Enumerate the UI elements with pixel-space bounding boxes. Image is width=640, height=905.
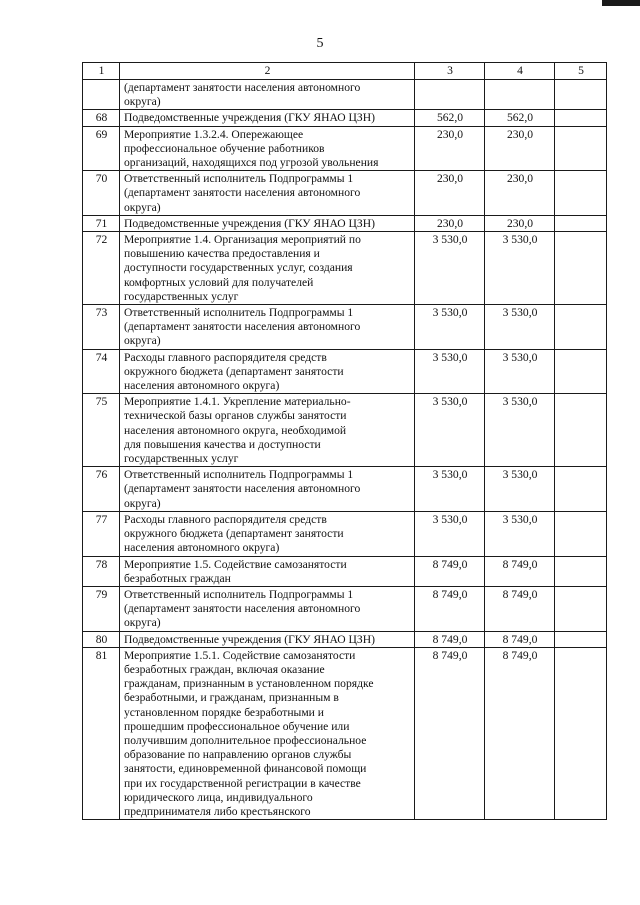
row-number: 70 [83, 171, 120, 216]
row-number [83, 80, 120, 110]
table-row [83, 171, 607, 216]
row-value-3: 3 530,0 [415, 511, 485, 556]
row-number: 81 [83, 647, 120, 819]
table-row [83, 556, 607, 586]
table-row [83, 80, 607, 110]
row-value-3: 3 530,0 [415, 232, 485, 305]
page-number: 5 [316, 36, 324, 51]
description-line: Подведомственные учреждения (ГКУ ЯНАО ЦЗН) [124, 632, 375, 646]
description-line: образование по направлению органов службы [124, 748, 352, 762]
row-description [120, 126, 415, 171]
row-number: 74 [83, 349, 120, 394]
row-number: 75 [83, 394, 120, 467]
row-value-4: 562,0 [485, 110, 555, 126]
row-value-5 [555, 126, 607, 171]
description-line: (департамент занятости населения автономного [124, 602, 361, 616]
row-value-5 [555, 305, 607, 350]
row-value-4: 3 530,0 [485, 305, 555, 350]
description-line: Мероприятие 1.3.2.4. Опережающее [124, 127, 304, 141]
description-line: Мероприятие 1.4. Организация мероприятий по [124, 233, 361, 247]
header-col-4: 4 [485, 63, 555, 80]
row-value-4: 3 530,0 [485, 467, 555, 512]
row-value-4: 230,0 [485, 126, 555, 171]
row-value-3: 230,0 [415, 171, 485, 216]
description-line: гражданам, признанным в установленном порядке [124, 677, 374, 691]
description-line: безработных граждан [124, 571, 231, 585]
description-line: Ответственный исполнитель Подпрограммы 1 [124, 306, 354, 320]
row-value-3: 3 530,0 [415, 305, 485, 350]
row-value-4: 3 530,0 [485, 394, 555, 467]
table-body [83, 63, 607, 820]
description-line: Расходы главного распорядителя средств [124, 350, 327, 364]
description-line: округа) [124, 95, 161, 109]
row-value-3: 8 749,0 [415, 631, 485, 647]
row-value-4: 8 749,0 [485, 647, 555, 819]
row-value-5 [555, 80, 607, 110]
row-number: 68 [83, 110, 120, 126]
description-line: государственных услуг [124, 289, 239, 303]
row-value-3: 3 530,0 [415, 349, 485, 394]
row-number: 72 [83, 232, 120, 305]
description-line: Мероприятие 1.5.1. Содействие самозанятости [124, 648, 356, 662]
row-description [120, 215, 415, 231]
row-value-3: 3 530,0 [415, 467, 485, 512]
description-line: получившим дополнительное профессиональное [124, 733, 367, 747]
row-value-4: 230,0 [485, 215, 555, 231]
row-value-5 [555, 394, 607, 467]
header-col-1: 1 [83, 63, 120, 80]
row-value-4: 8 749,0 [485, 556, 555, 586]
description-line: повышению качества предоставления и [124, 247, 320, 261]
description-line: Ответственный исполнитель Подпрограммы 1 [124, 468, 354, 482]
row-number: 79 [83, 586, 120, 631]
row-value-5 [555, 110, 607, 126]
table-row [83, 110, 607, 126]
row-value-3: 230,0 [415, 126, 485, 171]
description-line: округа) [124, 200, 161, 214]
description-line: занятости, единовременной финансовой помощи [124, 762, 367, 776]
description-line: безработных граждан, включая оказание [124, 662, 325, 676]
row-number: 78 [83, 556, 120, 586]
description-line: (департамент занятости населения автономного [124, 81, 361, 94]
description-line: установленном порядке безработными и [124, 705, 324, 719]
row-number: 73 [83, 305, 120, 350]
table-row [83, 232, 607, 305]
description-line: юридического лица, индивидуального [124, 790, 313, 804]
row-value-4 [485, 80, 555, 110]
row-value-4: 3 530,0 [485, 349, 555, 394]
row-value-3: 8 749,0 [415, 647, 485, 819]
description-line: технической базы органов службы занятости [124, 409, 347, 423]
scan-corner-mark [602, 0, 640, 6]
description-line: Мероприятие 1.4.1. Укрепление материально- [124, 395, 351, 409]
description-line: государственных услуг [124, 452, 239, 466]
description-line: Подведомственные учреждения (ГКУ ЯНАО ЦЗН) [124, 111, 375, 125]
description-line: комфортных условий для получателей [124, 275, 314, 289]
row-number: 76 [83, 467, 120, 512]
description-line: (департамент занятости населения автономного [124, 186, 361, 200]
table-row [83, 467, 607, 512]
description-line: при их государственной регистрации в качестве [124, 776, 361, 790]
table-row [83, 631, 607, 647]
row-description [120, 80, 415, 110]
row-value-4: 3 530,0 [485, 511, 555, 556]
description-line: Подведомственные учреждения (ГКУ ЯНАО ЦЗН) [124, 216, 375, 230]
table-row [83, 215, 607, 231]
table-header-row [83, 63, 607, 80]
row-value-5 [555, 511, 607, 556]
row-value-5 [555, 556, 607, 586]
description-line: Мероприятие 1.5. Содействие самозанятости [124, 557, 347, 571]
row-description [120, 305, 415, 350]
header-col-2: 2 [120, 63, 415, 80]
table-row [83, 511, 607, 556]
row-description [120, 556, 415, 586]
description-line: окружного бюджета (департамент занятости [124, 364, 344, 378]
description-line: населения автономного округа) [124, 541, 280, 555]
row-description [120, 171, 415, 216]
description-line: доступности государственных услуг, создания [124, 261, 353, 275]
description-line: для повышения качества и доступности [124, 437, 321, 451]
row-description [120, 349, 415, 394]
description-line: Ответственный исполнитель Подпрограммы 1 [124, 587, 354, 601]
table-row [83, 647, 607, 819]
row-value-3: 8 749,0 [415, 586, 485, 631]
row-number: 77 [83, 511, 120, 556]
row-value-4: 8 749,0 [485, 586, 555, 631]
row-value-5 [555, 467, 607, 512]
description-line: округа) [124, 334, 161, 348]
budget-table [82, 62, 607, 820]
row-description [120, 511, 415, 556]
row-description [120, 586, 415, 631]
row-value-3: 230,0 [415, 215, 485, 231]
row-number: 71 [83, 215, 120, 231]
table-row [83, 394, 607, 467]
description-line: (департамент занятости населения автономного [124, 482, 361, 496]
row-number: 80 [83, 631, 120, 647]
description-line: прошедшим профессиональное обучение или [124, 719, 350, 733]
row-value-5 [555, 631, 607, 647]
row-value-4: 8 749,0 [485, 631, 555, 647]
description-line: (департамент занятости населения автономного [124, 320, 361, 334]
row-description [120, 647, 415, 819]
description-line: окружного бюджета (департамент занятости [124, 527, 344, 541]
row-value-4: 230,0 [485, 171, 555, 216]
row-description [120, 467, 415, 512]
table-row [83, 126, 607, 171]
row-value-3: 8 749,0 [415, 556, 485, 586]
description-line: предпринимателя либо крестьянского [124, 804, 311, 818]
table-row [83, 349, 607, 394]
row-value-3 [415, 80, 485, 110]
header-col-3: 3 [415, 63, 485, 80]
table-row [83, 586, 607, 631]
table-row [83, 305, 607, 350]
row-description [120, 232, 415, 305]
row-value-5 [555, 349, 607, 394]
row-description [120, 394, 415, 467]
description-line: профессиональное обучение работников [124, 141, 325, 155]
description-line: округа) [124, 616, 161, 630]
row-value-5 [555, 647, 607, 819]
description-line: округа) [124, 496, 161, 510]
row-number: 69 [83, 126, 120, 171]
description-line: безработными, и гражданам, признанным в [124, 691, 339, 705]
description-line: Расходы главного распорядителя средств [124, 512, 327, 526]
row-value-5 [555, 232, 607, 305]
row-value-5 [555, 215, 607, 231]
row-value-4: 3 530,0 [485, 232, 555, 305]
row-value-3: 562,0 [415, 110, 485, 126]
row-value-3: 3 530,0 [415, 394, 485, 467]
row-description [120, 631, 415, 647]
row-value-5 [555, 171, 607, 216]
description-line: организаций, находящихся под угрозой увольнения [124, 156, 379, 170]
description-line: населения автономного округа, необходимой [124, 423, 347, 437]
header-col-5: 5 [555, 63, 607, 80]
row-value-5 [555, 586, 607, 631]
description-line: Ответственный исполнитель Подпрограммы 1 [124, 172, 354, 186]
row-description [120, 110, 415, 126]
description-line: населения автономного округа) [124, 379, 280, 393]
